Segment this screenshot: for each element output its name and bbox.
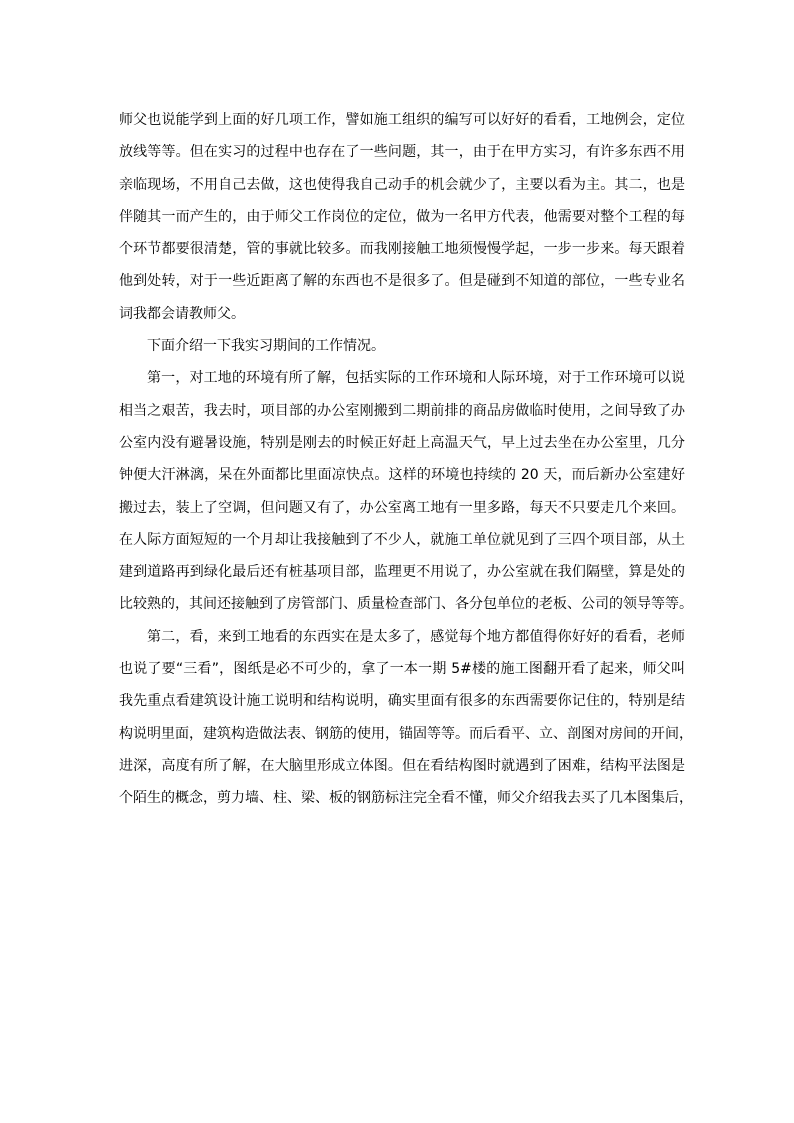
text-line: 钟便大汗淋漓，呆在外面都比里面凉快点。这样的环境也持续的 20 天，而后新办公室建好	[119, 467, 685, 484]
text-line: 构说明里面，建筑构造做法表、钢筋的使用，锚固等等。而后看平、立、剖图对房间的开间，	[119, 725, 693, 742]
text-line: 第二，看，来到工地看的东西实在是太多了，感觉每个地方都值得你好好的看看，老师	[147, 628, 685, 645]
text-line: 在人际方面短短的一个月却让我接触到了不少人，就施工单位就见到了三四个项目部，从土	[119, 531, 685, 548]
text-line: 第一，对工地的环境有所了解，包括实际的工作环境和人际环境，对于工作环境可以说	[147, 370, 685, 387]
text-line: 亲临现场，不用自己去做，这也使得我自己动手的机会就少了，主要以看为主。其二，也是	[119, 176, 685, 193]
text-line: 下面介绍一下我实习期间的工作情况。	[147, 338, 385, 355]
text-line: 进深，高度有所了解，在大脑里形成立体图。但在看结构图时就遇到了困难，结构平法图是	[119, 757, 685, 774]
text-line: 词我都会请教师父。	[119, 305, 245, 322]
body-text	[119, 104, 693, 815]
text-line: 个陌生的概念，剪力墙、柱、梁、板的钢筋标注完全看不懂，师父介绍我去买了几本图集后，	[119, 790, 693, 807]
text-line: 我先重点看建筑设计施工说明和结构说明，确实里面有很多的东西需要你记住的，特别是结	[119, 693, 685, 710]
text-line: 搬过去，装上了空调，但问题又有了，办公室离工地有一里多路，每天不只要走几个来回。	[119, 499, 685, 516]
text-line: 个环节都要很清楚，管的事就比较多。而我刚接触工地须慢慢学起，一步一步来。每天跟着	[119, 241, 685, 258]
text-line: 放线等等。但在实习的过程中也存在了一些问题，其一，由于在甲方实习，有许多东西不用	[119, 144, 685, 161]
text-line: 他到处转，对于一些近距离了解的东西也不是很多了。但是碰到不知道的部位，一些专业名	[119, 273, 685, 290]
text-line: 也说了要“三看”，图纸是必不可少的，拿了一本一期 5#楼的施工图翻开看了起来，师父叫	[119, 661, 685, 678]
text-line: 公室内没有避暑设施，特别是刚去的时候正好赶上高温天气，早上过去坐在办公室里，几分	[119, 434, 685, 451]
text-line: 比较熟的，其间还接触到了房管部门、质量检查部门、各分包单位的老板、公司的领导等等。	[119, 596, 693, 613]
text-line: 师父也说能学到上面的好几项工作，譬如施工组织的编写可以好好的看看，工地例会，定位	[119, 112, 685, 128]
text-line: 相当之艰苦，我去时，项目部的办公室刚搬到二期前排的商品房做临时使用，之间导致了办	[119, 402, 685, 419]
text-line: 伴随其一而产生的，由于师父工作岗位的定位，做为一名甲方代表，他需要对整个工程的每	[119, 208, 685, 225]
text-line: 建到道路再到绿化最后还有桩基项目部，监理更不用说了，办公室就在我们隔壁，算是处的	[119, 564, 685, 581]
